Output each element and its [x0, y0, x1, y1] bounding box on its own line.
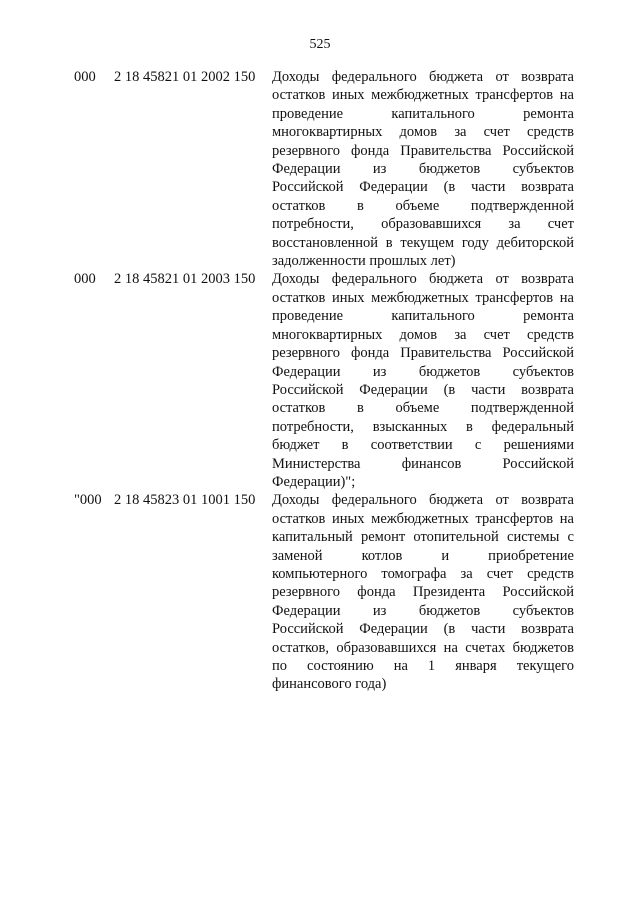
description-line: резервного фонда Правительства Российской — [272, 345, 574, 362]
description-line: многоквартирных домов за счет средств — [272, 124, 574, 141]
admin-code: 000 — [74, 69, 96, 85]
admin-code: "000 — [74, 492, 102, 509]
description-line: бюджет в соответствии с решениями — [272, 437, 574, 454]
description-line: остатков в объеме подтвержденной — [272, 400, 574, 417]
description-line: остатков, образовавшихся на счетах бюджетов — [272, 639, 574, 656]
description-line: потребности, образовавшихся за счет — [272, 216, 574, 233]
admin-code: 000 — [74, 271, 96, 288]
table-row — [74, 68, 574, 270]
table-row — [74, 491, 574, 693]
description-line: капитальный ремонт отопительной системы с — [272, 529, 574, 546]
description-line: проведение капитального ремонта — [272, 308, 574, 325]
description-line: задолженности прошлых лет) — [272, 253, 456, 270]
description-line: проведение капитального ремонта — [272, 105, 574, 122]
description-line: остатков иных межбюджетных трансфертов на — [272, 289, 574, 306]
table-row — [74, 270, 574, 491]
description-line: потребности, взысканных в федеральный — [272, 418, 574, 435]
description-line: остатков в объеме подтвержденной — [272, 197, 574, 214]
description-line: Федерации)"; — [272, 473, 356, 490]
budget-code-table — [74, 68, 574, 694]
description-line: многоквартирных домов за счет средств — [272, 326, 574, 343]
row-description — [272, 270, 574, 491]
budget-classification-code: 2 18 45823 01 1001 150 — [114, 492, 256, 509]
description-line: Российской Федерации (в части возврата — [272, 621, 574, 638]
description-line: заменой котлов и приобретение — [272, 547, 574, 564]
description-line: восстановленной в текущем году дебиторской — [272, 234, 574, 251]
description-line: Доходы федерального бюджета от возврата — [272, 271, 574, 288]
description-line: Федерации из бюджетов субъектов — [272, 161, 574, 178]
description-line: Федерации из бюджетов субъектов — [272, 363, 574, 380]
page-number: 525 — [309, 37, 331, 52]
description-line: компьютерного томографа за счет средств — [272, 565, 574, 582]
description-line: резервного фонда Правительства Российской — [272, 142, 574, 159]
description-line: Министерства финансов Российской — [272, 455, 574, 472]
budget-classification-code: 2 18 45821 01 2003 150 — [114, 271, 256, 288]
row-description — [272, 68, 574, 270]
description-line: по состоянию на 1 января текущего — [272, 658, 574, 674]
description-line: остатков иных межбюджетных трансфертов на — [272, 87, 574, 104]
description-line: Российской Федерации (в части возврата — [272, 179, 574, 196]
budget-classification-code: 2 18 45821 01 2002 150 — [114, 69, 256, 85]
description-line: остатков иных межбюджетных трансфертов на — [272, 510, 574, 527]
description-line: Доходы федерального бюджета от возврата — [272, 492, 574, 509]
row-description — [272, 491, 574, 693]
description-line: Доходы федерального бюджета от возврата — [272, 69, 574, 85]
description-line: финансового года) — [272, 676, 387, 693]
description-line: Российской Федерации (в части возврата — [272, 381, 574, 398]
description-line: Федерации из бюджетов субъектов — [272, 602, 574, 619]
description-line: резервного фонда Президента Российской — [272, 584, 574, 601]
